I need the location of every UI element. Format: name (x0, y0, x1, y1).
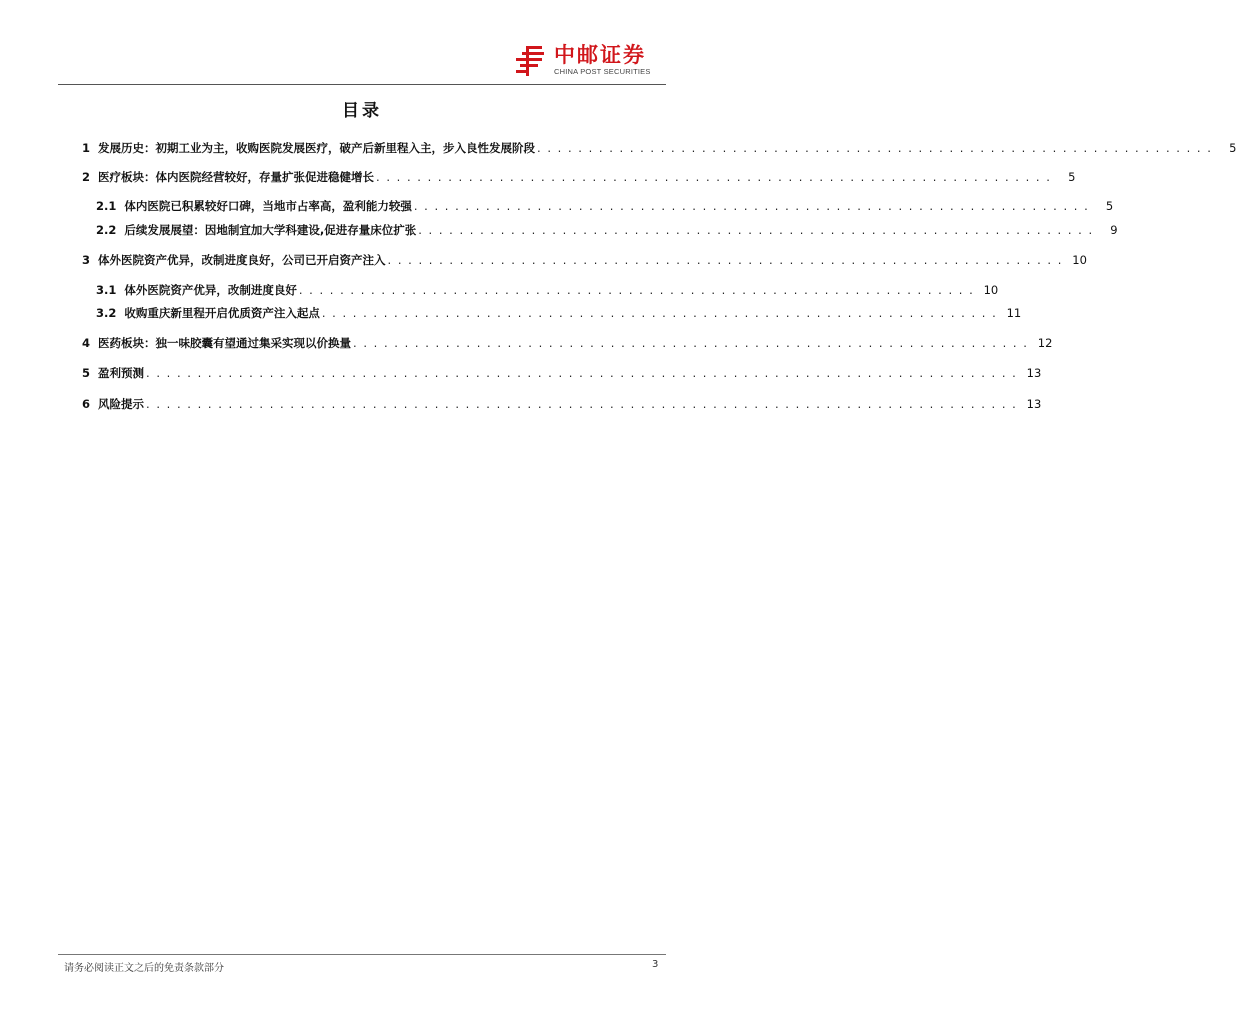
toc-leader-dots: . . . . . . . . . . . . . . . . . . . . . . . . . . . . . . . . . . . . . . . . . . . . . . . . . . . . . . . . . . . . . . . . . . (537, 141, 1213, 155)
toc-entry-3[interactable] (82, 253, 1087, 267)
toc-leader-dots: . . . . . . . . . . . . . . . . . . . . . . . . . . . . . . . . . . . . . . . . . . . . . . . . . . . . . . . . . . . . . . . . . . (321, 306, 998, 320)
toc-entry-number: 2.2 (96, 223, 117, 237)
toc-leader-dots: . . . . . . . . . . . . . . . . . . . . . . . . . . . . . . . . . . . . . . . . . . . . . . . . . . . . . . . . . . . . . . . . . . (413, 199, 1090, 213)
toc-leader-dots: . . . . . . . . . . . . . . . . . . . . . . . . . . . . . . . . . . . . . . . . . . . . . . . . . . . . . . . . . . . . . . . . . . . . . . . . . . . . . . . . . . . . . (146, 397, 1018, 411)
toc-entry-2[interactable] (82, 170, 1076, 184)
toc-leader-dots: . . . . . . . . . . . . . . . . . . . . . . . . . . . . . . . . . . . . . . . . . . . . . . . . . . . . . . . . . . . . . . . . . . (353, 336, 1029, 350)
toc-entry-title: 发展历史：初期工业为主，收购医院发展医疗，破产后新里程入主，步入良性发展阶段 (98, 141, 536, 155)
toc-entry-page: 13 (1026, 366, 1042, 380)
toc-entry-number: 2 (82, 170, 91, 184)
toc-entry-number: 4 (82, 336, 91, 350)
toc-entry-title: 后续发展展望：因地制宜加大学科建设,促进存量床位扩张 (124, 223, 417, 237)
footer-divider (58, 954, 666, 955)
toc-leader-dots: . . . . . . . . . . . . . . . . . . . . . . . . . . . . . . . . . . . . . . . . . . . . . . . . . . . . . . . . . . . . . . . . . . (418, 223, 1094, 237)
toc-entry-page: 5 (1105, 199, 1114, 213)
toc-entry-5[interactable] (82, 366, 1042, 380)
toc-entry-number: 3.2 (96, 306, 117, 320)
toc-entry-number: 3.1 (96, 283, 117, 297)
toc-entry-4[interactable] (82, 336, 1053, 350)
toc-leader-dots: . . . . . . . . . . . . . . . . . . . . . . . . . . . . . . . . . . . . . . . . . . . . . . . . . . . . . . . . . . . . . . . . . . . . . . . . . . . . . . . . . . . . . (146, 366, 1018, 380)
toc-leader-dots: . . . . . . . . . . . . . . . . . . . . . . . . . . . . . . . . . . . . . . . . . . . . . . . . . . . . . . . . . . . . . . . . . . (298, 283, 975, 297)
toc-entry-2-2[interactable] (96, 223, 1118, 237)
toc-entry-page: 12 (1037, 336, 1053, 350)
toc-entry-title: 医药板块：独一味胶囊有望通过集采实现以价换量 (98, 336, 352, 350)
toc-entry-page: 5 (1229, 141, 1236, 155)
toc-entry-number: 1 (82, 141, 91, 155)
toc-entry-6[interactable] (82, 397, 1042, 411)
toc-entry-page: 11 (1006, 306, 1022, 320)
footer-disclaimer: 请务必阅读正文之后的免责条款部分 (64, 963, 224, 974)
footer-page-number: 3 (652, 959, 659, 970)
toc-leader-dots: . . . . . . . . . . . . . . . . . . . . . . . . . . . . . . . . . . . . . . . . . . . . . . . . . . . . . . . . . . . . . . . . . . (387, 253, 1063, 267)
china-post-logo-icon (512, 44, 548, 78)
toc-leader-dots: . . . . . . . . . . . . . . . . . . . . . . . . . . . . . . . . . . . . . . . . . . . . . . . . . . . . . . . . . . . . . . . . . . (376, 170, 1052, 184)
toc-entry-page: 5 (1068, 170, 1076, 184)
toc-entry-3-2[interactable] (96, 306, 1022, 320)
toc-entry-title: 体内医院已积累较好口碑，当地市占率高，盈利能力较强 (124, 199, 412, 213)
page-header (0, 0, 724, 90)
header-divider (58, 84, 666, 85)
toc-entry-title: 风险提示 (98, 397, 145, 411)
toc-entry-3-1[interactable] (96, 283, 999, 297)
brand-name-cn: 中邮证券 (554, 43, 646, 67)
toc-entry-number: 6 (82, 397, 91, 411)
toc-entry-page: 10 (1072, 253, 1087, 267)
toc-entry-number: 2.1 (96, 199, 117, 213)
toc-entry-number: 5 (82, 366, 91, 380)
brand-name-en: CHINA POST SECURITIES (554, 67, 651, 76)
toc-entry-page: 10 (983, 283, 999, 297)
china-post-securities-logo (512, 44, 651, 78)
toc-entry-2-1[interactable] (96, 199, 1114, 213)
toc-entry-title: 医疗板块：体内医院经营较好，存量扩张促进稳健增长 (98, 170, 375, 184)
toc-entry-1[interactable] (82, 141, 1236, 155)
toc-entry-title: 体外医院资产优异，改制进度良好 (124, 283, 297, 297)
toc-entry-page: 13 (1026, 397, 1042, 411)
toc-entry-number: 3 (82, 253, 91, 267)
toc-title: 目录 (342, 101, 382, 121)
toc-entry-page: 9 (1110, 223, 1118, 237)
toc-entry-title: 体外医院资产优异，改制进度良好，公司已开启资产注入 (98, 253, 386, 267)
toc-entry-title: 盈利预测 (98, 366, 145, 380)
toc-entry-title: 收购重庆新里程开启优质资产注入起点 (124, 306, 320, 320)
